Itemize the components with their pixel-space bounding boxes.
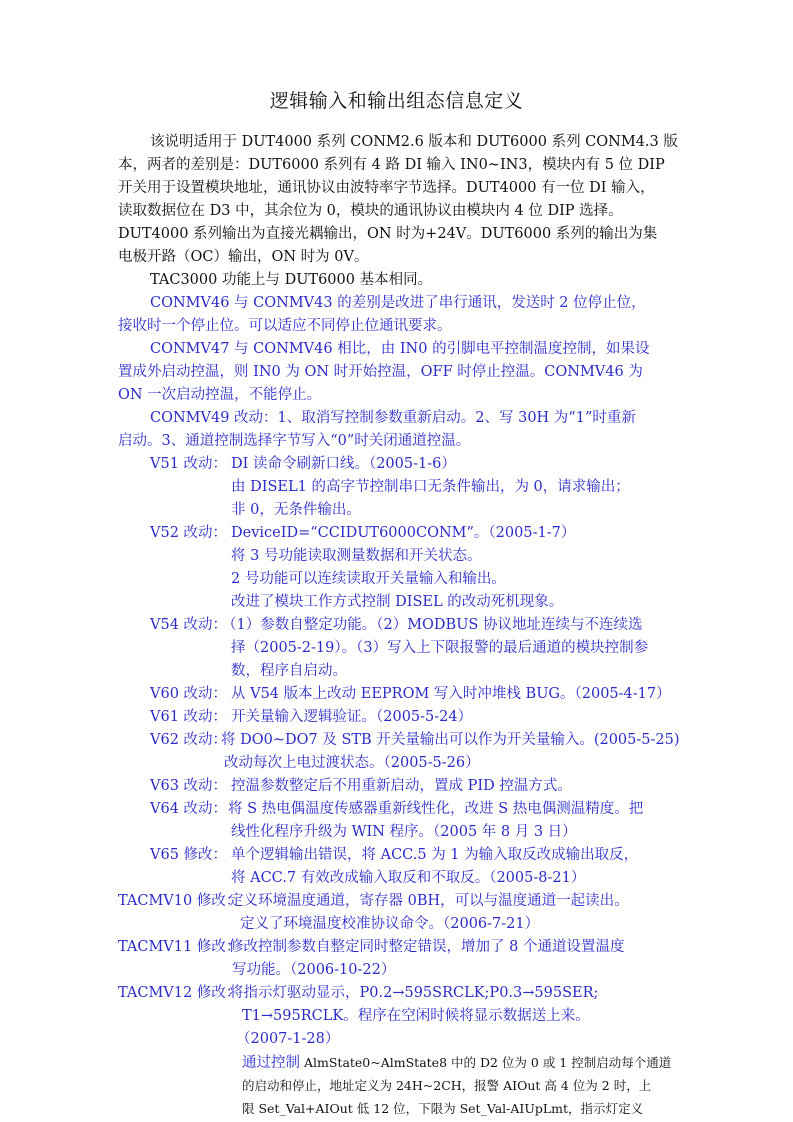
change-line: 将指示灯驱动显示，P0.2→595SRCLK;P0.3→595SER; [229, 985, 599, 1001]
intro-line: 电极开路（OC）输出，ON 时为 0V。 [118, 249, 369, 265]
change-label: TACMV10 修改： [118, 893, 241, 909]
change-label: V62 改动： [150, 732, 228, 748]
change-label: V54 改动： [150, 617, 228, 633]
change-line: DI 读命令刷新口线。（2005-1-6） [231, 456, 456, 472]
change-line: 将 S 热电偶温度传感器重新线性化，改进 S 热电偶测温精度。把 [228, 801, 644, 817]
conmv47-line: CONMV47 与 CONMV46 相比，由 IN0 的引脚电平控制温度控制，如果设 [150, 341, 650, 357]
final-line [242, 1052, 671, 1074]
final-line: 的启动和停止，地址定义为 24H~2CH，报警 AIOut 高 4 位为 2 时，上 [242, 1078, 652, 1093]
change-line: 定义环境温度通道，寄存器 0BH，可以与温度通道一起读出。 [229, 893, 629, 909]
change-line: 开关量输入逻辑验证。（2005-5-24） [231, 709, 473, 725]
change-line: 改进了模块工作方式控制 DISEL 的改动死机现象。 [231, 594, 564, 610]
change-line: 线性化程序升级为 WIN 程序。（2005 年 8 月 3 日） [231, 824, 577, 840]
change-label: V52 改动： [150, 525, 228, 541]
final-text: AlmState0~AlmState8 中的 D2 位为 0 或 1 控制启动每个通道 [300, 1055, 672, 1070]
change-line: 控温参数整定后不用重新启动，置成 PID 控温方式。 [231, 778, 572, 794]
change-line: 定义了环境温度校准协议命令。（2006-7-21） [240, 916, 540, 932]
conmv49-line: 启动。3、通道控制选择字节写入“0”时关闭通道控温。 [118, 433, 471, 449]
conmv47-line: 置成外启动控温，则 IN0 为 ON 时开始控温，OFF 时停止控温。CONMV46 为 [118, 364, 643, 380]
change-label: V64 改动： [150, 801, 228, 817]
change-line: 数，程序自启动。 [231, 663, 347, 679]
change-label: V51 改动： [150, 456, 228, 472]
change-label: V63 改动： [150, 778, 228, 794]
change-line: （1）参数自整定功能。（2）MODBUS 协议地址连续与不连续选 [222, 617, 643, 633]
change-label: V61 改动： [150, 709, 228, 725]
change-line: 将 DO0~DO7 及 STB 开关量输出可以作为开关量输入。(2005-5-25) [221, 732, 680, 748]
intro-line: 本，两者的差别是：DUT6000 系列有 4 路 DI 输入 IN0~IN3，模块内有 5 位 DIP [118, 157, 665, 173]
change-line: 修改控制参数自整定同时整定错误，增加了 8 个通道设置温度 [229, 939, 625, 955]
conmv47-line: ON 一次启动控温，不能停止。 [118, 387, 322, 403]
change-label: V60 改动： [150, 686, 228, 702]
change-line: （2007-1-28） [236, 1031, 340, 1047]
page-title: 逻辑输入和输出组态信息定义 [269, 90, 524, 112]
intro-line: DUT4000 系列输出为直接光耦输出，ON 时为+24V。DUT6000 系列的输出为集 [118, 226, 658, 242]
change-label: TACMV11 修改： [118, 939, 241, 955]
change-line: 将 3 号功能读取测量数据和开关状态。 [231, 548, 482, 564]
final-lead: 通过控制 [242, 1055, 300, 1071]
change-line: 非 0，无条件输出。 [231, 502, 361, 518]
change-label: V65 修改： [150, 847, 228, 863]
final-line: 限 Set_Val+AIOut 低 12 位，下限为 Set_Val-AIUpLmt，指示灯定义 [242, 1101, 644, 1116]
change-line: 从 V54 版本上改动 EEPROM 写入时冲堆栈 BUG。（2005-4-17） [231, 686, 671, 702]
change-line: 择（2005-2-19）。（3）写入上下限报警的最后通道的模块控制参 [231, 640, 649, 656]
intro-line: TAC3000 功能上与 DUT6000 基本相同。 [150, 272, 433, 288]
intro-line: 该说明适用于 DUT4000 系列 CONM2.6 版本和 DUT6000 系列 CONM4.3 版 [150, 134, 678, 150]
change-line: 单个逻辑输出错误，将 ACC.5 为 1 为输入取反改成输出取反， [231, 847, 639, 863]
change-line: 写功能。（2006-10-22） [232, 962, 396, 978]
change-line: 由 DISEL1 的高字节控制串口无条件输出，为 0，请求输出； [231, 479, 630, 495]
conmv46-line: CONMV46 与 CONMV43 的差别是改进了串行通讯，发送时 2 位停止位， [150, 295, 646, 311]
change-line: 2 号功能可以连续读取开关量输入和输出。 [231, 571, 506, 587]
change-line: 改动每次上电过渡状态。（2005-5-26） [224, 755, 480, 771]
intro-line: 开关用于设置模块地址，通讯协议由波特率字节选择。DUT4000 有一位 DI 输入， [118, 180, 655, 196]
intro-line: 读取数据位在 D3 中，其余位为 0，模块的通讯协议由模块内 4 位 DIP 选择。 [118, 203, 623, 219]
conmv46-line: 接收时一个停止位。可以适应不同停止位通讯要求。 [118, 318, 452, 334]
change-line: T1→595RCLK。程序在空闲时候将显示数据送上来。 [242, 1008, 590, 1024]
change-label: TACMV12 修改： [118, 985, 241, 1001]
change-line: DeviceID=“CCIDUT6000CONM”。（2005-1-7） [231, 525, 576, 541]
change-line: 将 ACC.7 有效改成输入取反和不取反。（2005-8-21） [231, 870, 586, 886]
conmv49-line: CONMV49 改动：1、取消写控制参数重新启动。2、写 30H 为“1”时重新 [150, 410, 636, 426]
